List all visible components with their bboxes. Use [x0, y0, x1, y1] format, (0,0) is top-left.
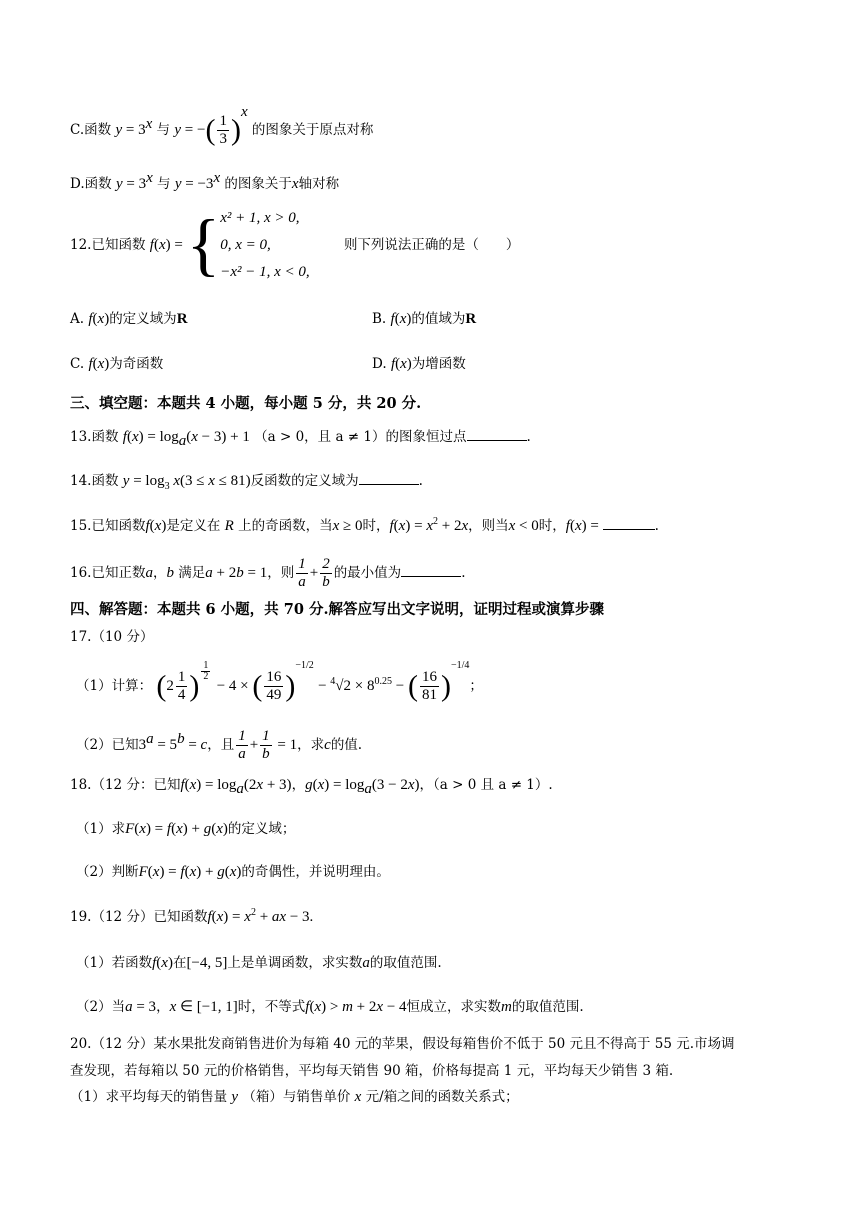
q12-b-R: R: [465, 311, 477, 327]
q11-d-prefix: D.函数: [70, 176, 112, 192]
q12-d-label: D.: [372, 356, 387, 372]
q12-d-text: 为增函数: [411, 356, 466, 372]
q16: 16.已知正数a，b 满足a + 2b = 1，则 $\frac{1}{a}$ + $\frac{2}{b}$ 的最小值为 .: [70, 556, 466, 590]
section-3-heading: 三、填空题：本题共 4 小题，每小题 5 分，共 20 分.: [70, 395, 422, 412]
q12-num: 12.已知函数: [70, 237, 146, 253]
q12-a-text: 的定义域为: [109, 311, 177, 327]
q19-head-text: 19.（12 分）已知函数: [70, 909, 208, 925]
q11-option-c: C.函数 $y = 3^x$ 与 y = −( $\frac{1}{3}$ )$^x$ 的图象关于原点对称: [70, 104, 374, 147]
q18-head-text: 18.（12 分：已知: [70, 777, 181, 793]
q18-p1-pre: （1）求: [76, 821, 126, 837]
q18-part2: （2）判断F(x) = f(x) + g(x)的奇偶性，并说明理由。: [76, 864, 390, 880]
q17-p2-end2: 的值.: [330, 737, 363, 753]
q19-head: 19.（12 分）已知函数$f(x) = x^2$ + ax − 3.: [70, 907, 314, 925]
q11-c-suffix: 的图象关于原点对称: [251, 122, 374, 138]
q14-blank[interactable]: [359, 472, 419, 485]
q17-p2-pre: （2）已知: [76, 737, 139, 753]
q14: 14.函数 $y = \log_3 x(3 \le x \le 81)$反函数的定义域为 .: [70, 473, 423, 492]
q12-c-label: C.: [70, 356, 85, 372]
q12-option-a: A. f(x)的定义域为R: [70, 311, 188, 327]
q19-p2-mid: 时，不等式: [237, 999, 306, 1015]
q12-tail: 则下列说法正确的是（ ）: [343, 237, 520, 253]
q19-part1: （1）若函数f(x)在[−4, 5]上是单调函数，求实数a的取值范围.: [76, 955, 442, 971]
q19-p2-pre: （2）当: [76, 999, 126, 1015]
q20-line3-pre: （1）求平均每天的销售量: [70, 1089, 228, 1105]
q18-p2-end: 的奇偶性，并说明理由。: [241, 864, 390, 880]
q11-c-f1: y: [115, 122, 123, 138]
q16-pre: 16.已知正数: [70, 565, 146, 581]
q12-case1: x² + 1, x > 0,: [220, 210, 300, 226]
q11-c-mid: 与: [156, 122, 171, 138]
q12-option-d: D. f(x)为增函数: [372, 356, 466, 372]
q17-part2: （2）已知$3^a = 5^b = c$，且 $\frac{1}{a}$ + $\frac{1}{b}$ = 1，求c的值.: [76, 728, 363, 762]
q12-option-c: C. f(x)为奇函数: [70, 356, 164, 372]
q18-part1: （1）求F(x) = f(x) + g(x)的定义域；: [76, 821, 296, 837]
q16-t2: ，则: [267, 565, 295, 581]
q11-option-d: D.函数 $y = 3^x$ 与 $y = -3^x$ 的图象关于x轴对称: [70, 170, 340, 192]
q19-p1-end2: 的取值范围.: [369, 955, 442, 971]
q14-pre: 14.函数: [70, 473, 119, 489]
q12-option-b: B. f(x)的值域为R: [372, 311, 477, 327]
q18-p2-pre: （2）判断: [76, 864, 139, 880]
q20-line3: （1）求平均每天的销售量 y （箱）与销售单价 x 元/箱之间的函数关系式；: [70, 1089, 519, 1105]
q15-t1: 是定义在: [166, 518, 221, 534]
q13-end: .: [526, 429, 531, 445]
q19-p1-mid: 在: [172, 955, 187, 971]
q15-pre: 15.已知函数: [70, 518, 146, 534]
q11-c-frac: $\frac{1}{3}$: [219, 113, 227, 147]
q17-p1-label: （1）计算：: [76, 678, 153, 694]
q13-cond: （a > 0，且 a ≠ 1）的图象恒过点: [254, 429, 467, 445]
q20-line2: 查发现，若每箱以 50 元的价格销售，平均每天销售 90 箱，价格每提高 1 元，平均每天少销售 3 箱.: [70, 1063, 674, 1079]
q11-d-axis: x: [291, 176, 299, 192]
q14-end: .: [418, 473, 423, 489]
q19-p1-end: 上是单调函数，求实数: [227, 955, 363, 971]
q12-case2: 0, x = 0,: [220, 237, 271, 253]
q12-c-text: 为奇函数: [109, 356, 164, 372]
q12-stem: 12.已知函数 f(x) = { x² + 1, x > 0, 0, x = 0, −x² − 1, x < 0, 则下列说法正确的是（ ）: [70, 200, 519, 290]
q20-line3-end: 元/箱之间的函数关系式；: [365, 1089, 519, 1105]
section-4-heading: 四、解答题：本题共 6 小题，共 70 分.解答应写出文字说明，证明过程或演算步骤: [70, 601, 605, 618]
q18-head: 18.（12 分：已知$f(x) = \log_a(2x + 3)$，$g(x) = \log_a(3 - 2x)$，（a > 0 且 a ≠ 1）.: [70, 777, 553, 797]
q11-d-mid: 与: [157, 176, 171, 192]
q12-a-R: R: [176, 311, 188, 327]
q18-p1-end: 的定义域；: [227, 821, 296, 837]
q19-p2-end: 恒成立，求实数: [406, 999, 502, 1015]
q20-line1: 20.（12 分）某水果批发商销售进价为每箱 40 元的苹果，假设每箱售价不低于 50 元且不得高于 55 元.市场调: [70, 1036, 735, 1052]
q17-p2-end: ，求: [297, 737, 325, 753]
q13-pre: 13.函数: [70, 429, 119, 445]
q11-c-prefix: C.函数: [70, 122, 112, 138]
q19-part2: （2）当a = 3，x ∈ [−1, 1]时，不等式f(x) > m + 2x − 4恒成立，求实数m的取值范围.: [76, 999, 584, 1015]
q15: 15.已知函数f(x)是定义在 R 上的奇函数，当x ≥ 0时，$f(x) = x^2 + 2x$，则当x < 0时，f(x) = .: [70, 516, 659, 534]
q12-b-label: B.: [372, 311, 387, 327]
q16-end: .: [461, 565, 466, 581]
q18-cond: ，（a > 0 且 a ≠ 1）.: [419, 777, 553, 793]
q16-t1: 满足: [178, 565, 206, 581]
q12-case3: −x² − 1, x < 0,: [220, 264, 310, 280]
q11-d-suffix2: 轴对称: [298, 176, 340, 192]
q16-blank[interactable]: [401, 564, 461, 577]
q16-t3: 的最小值为: [333, 565, 402, 581]
q12-cases: [220, 205, 309, 286]
q17-head: 17.（10 分）: [70, 629, 154, 645]
q19-p2-end2: 的取值范围.: [511, 999, 584, 1015]
q15-t5: 时，: [538, 518, 566, 534]
q20-line3-mid: （箱）与销售单价: [242, 1089, 351, 1105]
q17-part1: （1）计算： (2 $\frac{1}{4}$ ) $^{\frac{1}{2}}$ − 4 × ( $\frac{16}{49}$ )$^{-1/2} - ^4√2 \times 8^{0.25}$ − ( $\frac{16}{81}$ )$^{-1/4}$；: [76, 660, 483, 703]
q13-blank[interactable]: [467, 428, 527, 441]
q19-p1-pre: （1）若函数: [76, 955, 153, 971]
q17-p2-mid: ，且: [207, 737, 235, 753]
q15-t2: 上的奇函数，当: [238, 518, 333, 534]
q13: 13.函数 $f(x) = \log_a(x - 3) + 1$ （a > 0，且 a ≠ 1）的图象恒过点 .: [70, 429, 531, 449]
q15-R: R: [224, 518, 234, 534]
q11-d-suffix1: 的图象关于: [224, 176, 292, 192]
q15-t4: ，则当: [468, 518, 509, 534]
q15-end: .: [654, 518, 659, 534]
q14-mid: 反函数的定义域为: [250, 473, 359, 489]
q12-a-label: A.: [70, 311, 85, 327]
q12-b-text: 的值域为: [411, 311, 466, 327]
q15-blank[interactable]: [603, 517, 655, 530]
q15-t3: 时，: [362, 518, 390, 534]
